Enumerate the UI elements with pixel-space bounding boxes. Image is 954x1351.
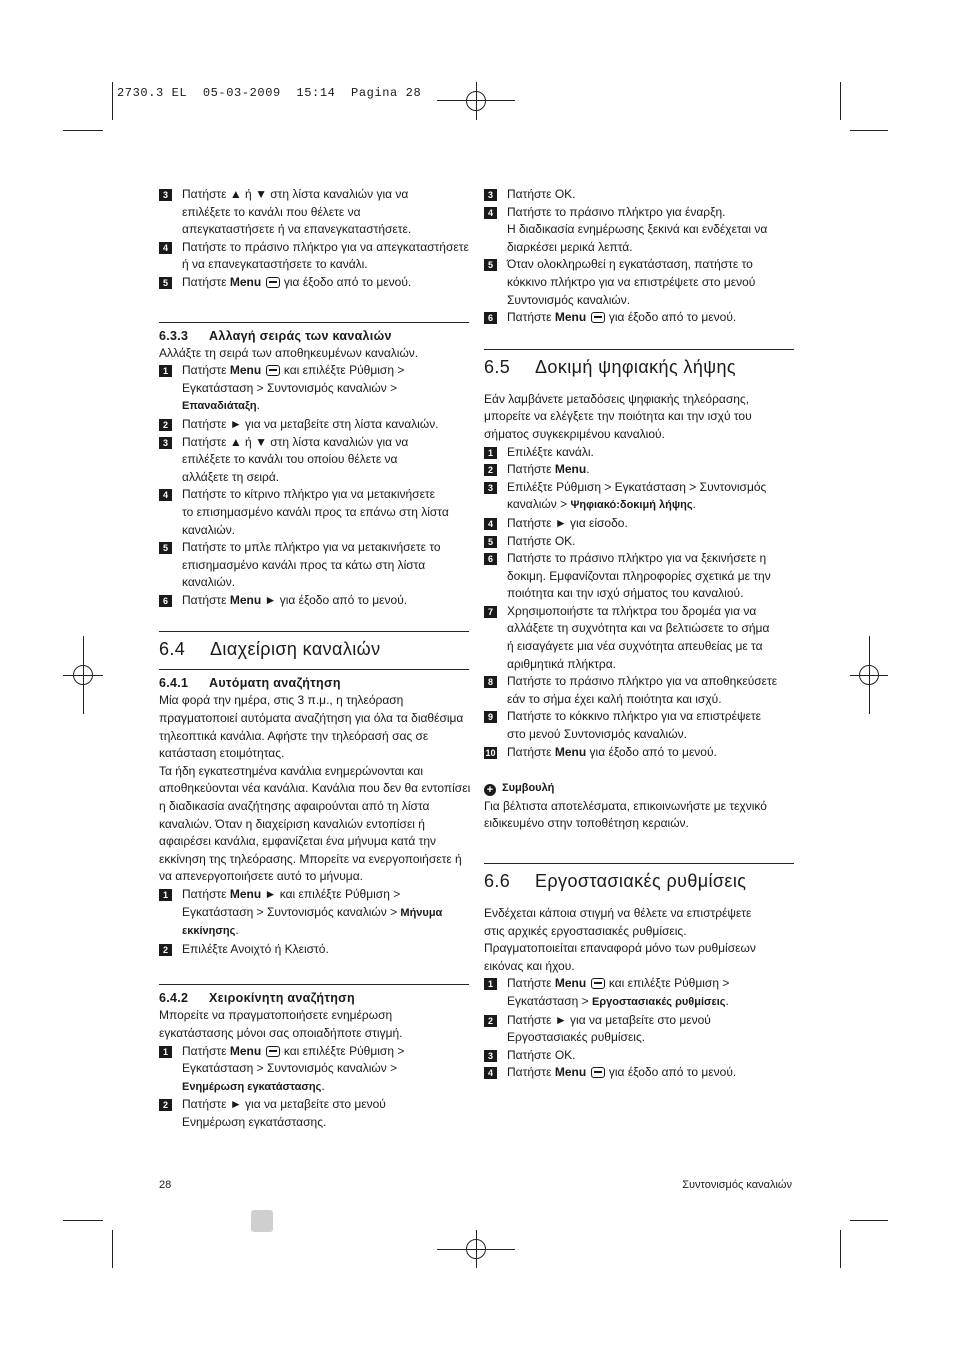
text-line: Τα ήδη εγκατεστημένα κανάλια ενημερώνονται και xyxy=(159,763,424,778)
step-text: εάν το σήμα έχει καλή ποιότητα και ισχύ. xyxy=(507,691,722,706)
text-line: Πραγματοποιείται επαναφορά μόνο των ρυθμίσεων xyxy=(484,941,756,956)
menu-key-icon xyxy=(591,978,605,989)
step-text: Πατήστε το κόκκινο πλήκτρο για να επιστρέψετε xyxy=(507,709,761,724)
paragraph xyxy=(484,391,794,444)
step: 2 Πατήστε Menu. xyxy=(484,461,794,479)
menu-key-icon xyxy=(266,365,280,376)
step-number: 6 xyxy=(484,553,497,565)
step-text: αλλάξετε τη σειρά. xyxy=(182,469,280,484)
step-text: Η διαδικασία ενημέρωσης ξεκινά και ενδέχεται να xyxy=(507,222,768,237)
step-text: Πατήστε το κίτρινο πλήκτρο για να μετακινήσετε xyxy=(182,487,436,502)
text-line: Για βέλτιστα αποτελέσματα, επικοινωνήστε με τεχνικό xyxy=(484,798,767,813)
step-text: Πατήστε ► για να μεταβείτε στη λίστα καναλιών. xyxy=(182,416,439,431)
step-number: 4 xyxy=(484,518,497,530)
tip-text xyxy=(484,798,794,833)
step-number: 5 xyxy=(159,542,172,554)
step-text: Ενημέρωση εγκατάστασης. xyxy=(182,1114,327,1129)
step xyxy=(484,673,794,708)
text-line: κατάσταση ετοιμότητας. xyxy=(159,746,285,761)
section-heading: 6.5 Δοκιμή ψηφιακής λήψης xyxy=(484,349,794,379)
step xyxy=(159,186,469,239)
menu-key-icon xyxy=(591,1067,605,1078)
step: 4 Πατήστε Menu για έξοδο από το μενού. xyxy=(484,1064,794,1082)
paragraph xyxy=(159,692,469,886)
text-line: ειδικευμένο στην τοποθέτηση κεραιών. xyxy=(484,816,689,831)
text-line: να απενεργοποιήσετε αυτό το μήνυμα. xyxy=(159,869,363,884)
print-slug: 2730.3 EL 05-03-2009 15:14 Pagina 28 xyxy=(117,86,422,100)
text-line: Ενδέχεται κάποια στιγμή να θέλετε να επιστρέψετε xyxy=(484,906,752,920)
step-number: 4 xyxy=(484,207,497,219)
step xyxy=(159,486,469,539)
step-text: κόκκινο πλήκτρο για να επιστρέψετε στο μενού xyxy=(507,274,756,289)
step: 6 Πατήστε Menu για έξοδο από το μενού. xyxy=(484,309,794,327)
step-number: 7 xyxy=(484,606,497,618)
step: 3 Επιλέξτε Ρύθμιση > Εγκατάσταση > Συντονισμός καναλιών > Ψηφιακό:δοκιμή λήψης. xyxy=(484,479,794,515)
step: 10 Πατήστε Menu για έξοδο από το μενού. xyxy=(485,744,717,759)
step-text: αλλάξετε τη συχνότητα και να βελτιώσετε το σήμα xyxy=(507,621,770,636)
menu-key-icon xyxy=(266,277,280,288)
step: 1 Πατήστε Menu και επιλέξτε Ρύθμιση > Εγκατάσταση > Συντονισμός καναλιών > Ενημέρωση εγκατάστασης. xyxy=(159,1043,469,1097)
step-text: ή να επανεγκαταστήσετε το κανάλι. xyxy=(182,257,368,272)
step: 6 Πατήστε Menu ► για έξοδο από το μενού. xyxy=(159,592,469,610)
step-text: Εργοστασιακές ρυθμίσεις. xyxy=(507,1030,646,1045)
plus-circle-icon: + xyxy=(484,784,496,796)
step-text: Πατήστε OK. xyxy=(507,187,576,201)
step-text: ποιότητα και την ισχύ σήματος του καναλιού. xyxy=(507,586,744,601)
footer-section-title: Συντονισμός καναλιών xyxy=(682,1179,792,1191)
step-list xyxy=(484,1012,794,1065)
step-text: επισημασμένο κανάλι προς τα κάτω στη λίστα xyxy=(182,557,426,572)
text-line: η διαδικασία αναζήτησης αφαιρούνται από τη λίστα xyxy=(159,799,430,814)
text-line: εικόνας και ήχου. xyxy=(484,958,575,973)
section-heading: 6.4 Διαχείριση καναλιών xyxy=(159,631,469,661)
step xyxy=(484,256,794,309)
step-text: επιλέξετε το κανάλι του οποίου θέλετε να xyxy=(182,452,398,467)
step-text: Πατήστε ► για να μεταβείτε στο μενού xyxy=(507,1012,711,1027)
text-line: τηλεοπτικά κανάλια. Αφήστε την τηλεόρασή σας σε xyxy=(159,728,429,743)
step-text: διαρκέσει μερικά λεπτά. xyxy=(507,239,633,254)
step xyxy=(159,239,469,274)
step xyxy=(484,603,794,673)
step-number: 2 xyxy=(159,1099,172,1111)
step: 2 Επιλέξτε Ανοιχτό ή Κλειστό. xyxy=(159,941,469,959)
step-text: καναλιών. xyxy=(182,575,236,590)
step xyxy=(484,204,794,257)
text-line: σήματος συγκεκριμένου καναλιού. xyxy=(484,426,665,441)
step-number: 9 xyxy=(484,711,497,723)
step-number: 3 xyxy=(159,437,172,449)
crop-mark xyxy=(840,82,841,120)
paragraph xyxy=(484,905,794,975)
step-number: 4 xyxy=(159,489,172,501)
page-number: 28 xyxy=(159,1179,172,1191)
tip-heading: + Συμβουλή xyxy=(484,779,794,798)
subsection-heading: 6.4.2 Χειροκίνητη αναζήτηση xyxy=(159,984,469,1007)
step: 5 Πατήστε Menu για έξοδο από το μενού. xyxy=(159,274,469,292)
text-line: εγκατάστασης μόνοι σας οποιαδήποτε στιγμή. xyxy=(159,1025,403,1040)
step-text: επιλέξετε το κανάλι που θέλετε να xyxy=(182,204,361,219)
text-line: Εάν λαμβάνετε μεταδόσεις ψηφιακής τηλεόρασης, xyxy=(484,391,750,406)
step-number: 3 xyxy=(484,1050,497,1062)
text-line: Μπορείτε να πραγματοποιήσετε ενημέρωση xyxy=(159,1008,393,1023)
step: 1 Πατήστε Menu και επιλέξτε Ρύθμιση > Εγκατάσταση > Εργοστασιακές ρυθμίσεις. xyxy=(484,975,794,1011)
step-text: Πατήστε το μπλε πλήκτρο για να μετακινήσετε το xyxy=(182,540,441,555)
step-list xyxy=(159,186,469,274)
crop-mark xyxy=(850,130,888,131)
step-text: Πατήστε το πράσινο πλήκτρο για να ξεκινήσετε η xyxy=(507,551,767,566)
menu-key-icon xyxy=(266,1046,280,1057)
step xyxy=(159,1096,469,1131)
step: 1 Επιλέξτε κανάλι. xyxy=(484,444,794,462)
step-text: Πατήστε το πράσινο πλήκτρο για να απεγκαταστήσετε xyxy=(182,239,469,254)
step xyxy=(484,515,794,533)
step-number: 8 xyxy=(484,676,497,688)
subsection-heading: 6.4.1 Αυτόματη αναζήτηση xyxy=(159,669,469,692)
step: 1 Πατήστε Menu και επιλέξτε Ρύθμιση > Εγκατάσταση > Συντονισμός καναλιών > Επαναδιάταξη. xyxy=(159,362,469,416)
step-text: Πατήστε ► για είσοδο. xyxy=(507,515,628,530)
step-text: Πατήστε OK. xyxy=(507,1047,576,1062)
paragraph xyxy=(159,1007,469,1042)
step-text: Πατήστε το πράσινο πλήκτρο για να αποθηκεύσετε xyxy=(507,674,778,689)
menu-key-icon xyxy=(591,312,605,323)
subsection-heading: 6.3.3 Αλλαγή σειράς των καναλιών xyxy=(159,322,469,345)
text-line: μπορείτε να ελέγξετε την ποιότητα και την ισχύ του xyxy=(484,409,752,424)
crop-mark xyxy=(63,1220,103,1221)
step-text: το επισημασμένο κανάλι προς τα επάνω στη λίστα xyxy=(182,504,449,519)
crop-mark xyxy=(112,82,113,120)
text-line: Μία φορά την ημέρα, στις 3 π.μ., η τηλεόραση xyxy=(159,693,404,708)
crop-mark xyxy=(840,1230,841,1268)
step-text: Όταν ολοκληρωθεί η εγκατάσταση, πατήστε το xyxy=(507,257,753,272)
step xyxy=(484,186,794,204)
step-number: 2 xyxy=(484,1015,497,1027)
crop-mark xyxy=(112,1230,113,1268)
step-number: 3 xyxy=(484,189,497,201)
step-text: Πατήστε ▲ ή ▼ στη λίστα καναλιών για να xyxy=(182,187,409,201)
step-text: Πατήστε ▲ ή ▼ στη λίστα καναλιών για να xyxy=(182,434,409,449)
step-text: καναλιών. xyxy=(182,522,236,537)
step-number: 4 xyxy=(159,242,172,254)
section-heading: 6.6 Εργοστασιακές ρυθμίσεις xyxy=(484,863,794,893)
step: 1 Πατήστε Menu ► και επιλέξτε Ρύθμιση > Εγκατάσταση > Συντονισμός καναλιών > Μήνυμα εκκίνησης. xyxy=(159,886,469,941)
crop-mark xyxy=(850,1220,888,1221)
step-list xyxy=(159,1096,469,1131)
step-text: απεγκαταστήσετε ή να επανεγκαταστήσετε. xyxy=(182,222,412,237)
step-text: αριθμητικά πλήκτρα. xyxy=(507,656,617,671)
step xyxy=(484,533,794,551)
step-number: 5 xyxy=(484,259,497,271)
step-text: στο μενού Συντονισμός καναλιών. xyxy=(507,727,687,742)
left-column xyxy=(159,186,469,1132)
step xyxy=(484,708,794,743)
intro-text: Αλλάξτε τη σειρά των αποθηκευμένων καναλιών. xyxy=(159,345,419,360)
step-text: Πατήστε το πράσινο πλήκτρο για έναρξη. xyxy=(507,204,726,219)
text-line: πραγματοποιεί αυτόματα αναζήτηση για όλα τα διαθέσιμα xyxy=(159,711,464,726)
text-line: αφαιρέσει κανάλια, εμφανίζεται ένα μήνυμα κατά την xyxy=(159,834,437,849)
step xyxy=(484,1012,794,1047)
step-text: Πατήστε OK. xyxy=(507,533,576,548)
step-text: Συντονισμός καναλιών. xyxy=(507,292,631,307)
step xyxy=(159,416,469,434)
step-list xyxy=(484,515,794,744)
step-text: Χρησιμοποιήστε τα πλήκτρα του δρομέα για να xyxy=(507,603,757,618)
step-number: 5 xyxy=(484,536,497,548)
step-text: Πατήστε ► για να μεταβείτε στο μενού xyxy=(182,1097,386,1112)
step xyxy=(159,434,469,487)
text-line: αποθηκεύονται νέα κανάλια. Κανάλια που δεν θα εντοπίσει xyxy=(159,781,471,796)
right-column xyxy=(484,186,794,1082)
text-line: καναλιών. Όταν η διαχείριση καναλιών εντοπίσει ή xyxy=(159,816,425,831)
text-line: στις αρχικές εργοστασιακές ρυθμίσεις. xyxy=(484,923,687,938)
crop-mark xyxy=(63,130,103,131)
step-list xyxy=(159,416,469,592)
step xyxy=(484,1047,794,1065)
step xyxy=(484,550,794,603)
text-line: εκκίνηση της τηλεόρασης. Μπορείτε να ενεργοποιήσετε ή xyxy=(159,851,462,866)
step-text: ή εισαγάγετε μια νέα συχνότητα απευθείας με τα xyxy=(507,639,763,654)
step-list xyxy=(484,186,794,309)
color-patch xyxy=(251,1210,273,1232)
step-number: 3 xyxy=(159,189,172,201)
step xyxy=(159,539,469,592)
step-text: δοκιμη. Εμφανίζονται πληροφορίες σχετικά με την xyxy=(507,568,771,583)
step-number: 2 xyxy=(159,419,172,431)
